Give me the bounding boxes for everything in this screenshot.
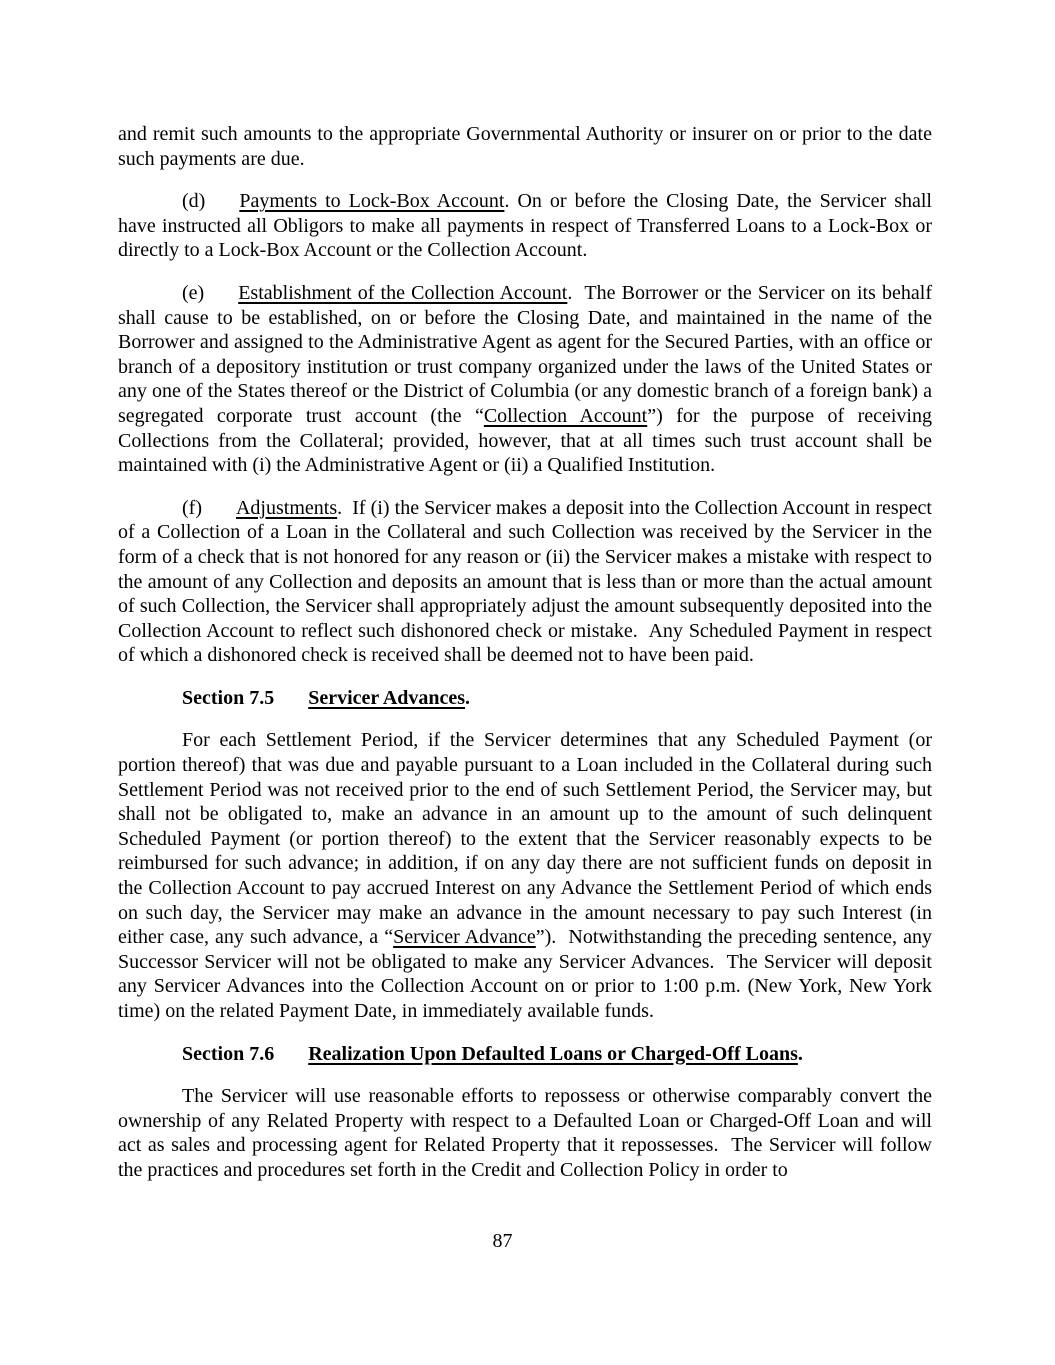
paragraph-section-7-5-body — [118, 728, 932, 1023]
page-footer — [0, 1229, 1005, 1254]
text-run: . — [465, 686, 471, 709]
paragraph-continuation — [118, 122, 932, 171]
paragraph-d-payments-to-lockbox — [118, 189, 932, 263]
heading-section-7-6 — [118, 1042, 932, 1067]
text-run: . The Borrower or the Servicer on its behalf shall cause to be established, on or before the Closing Date, and maintained in the name of the Borrower and assigned to the Administrative Agent as agent for the Secured Parties, with an office or branch of a depository institution or trust company organized under the laws of the United States or any one of the States thereof or the District of Columbia (or any domestic branch of a foreign bank) a segregated corporate trust account (the “ — [118, 281, 932, 427]
heading-section-7-5 — [118, 686, 932, 711]
text-run: For each Settlement Period, if the Servicer determines that any Scheduled Payment (or portion thereof) that was due and payable pursuant to a Loan included in the Collateral during such Settlement Period was not received prior to the end of such Settlement Period, the Servicer may, but shall not be obligated to, make an advance in an amount up to the amount of such delinquent Scheduled Payment (or portion thereof) to the extent that the Servicer reasonably expects to be reimbursed for such advance; in addition, if on any day there are not sufficient funds on deposit in the Collection Account to pay accrued Interest on any Advance the Settlement Period of which ends on such day, the Servicer may make an advance in the amount necessary to pay such Interest (in either case, any such advance, a “ — [118, 729, 932, 949]
text-run: ”) for the purpose of receiving Collections from the Collateral; provided, however, that at all times such trust account shall be maintained with (i) the Administrative Agent or (ii) a Qualified Institution. — [118, 404, 932, 477]
text-run: . If (i) the Servicer makes a deposit into the Collection Account in respect of a Collection of a Loan in the Collateral and such Collection was received by the Servicer in the form of a check that is not honored for any reason or (ii) the Servicer makes a mistake with respect to the amount of any Collection and deposits an amount that is less than or more than the actual amount of such Collection, the Servicer shall appropriately adjust the amount subsequently deposited into the Collection Account to reflect such dishonored check or mistake. Any Scheduled Payment in respect of which a dishonored check is received shall be deemed not to have been paid. — [118, 496, 932, 667]
document-body — [118, 122, 932, 1183]
defined-term: Collection Account — [483, 404, 648, 427]
text-run: and remit such amounts to the appropriate Governmental Authority or insurer on or prior to the date such payments are due. — [118, 123, 932, 170]
text-run: (d) — [182, 190, 206, 213]
defined-term: Servicer Advances — [308, 686, 466, 709]
paragraph-f-adjustments — [118, 496, 932, 668]
defined-term: Establishment of the Collection Account — [238, 281, 568, 304]
defined-term: Realization Upon Defaulted Loans or Charged-Off Loans — [308, 1042, 798, 1065]
defined-term: Servicer Advance — [393, 926, 536, 949]
text-run: Section 7.6 — [182, 1042, 275, 1065]
text-run: . — [797, 1042, 803, 1065]
text-run: (f) — [182, 496, 202, 519]
text-run: . On or before the Closing Date, the Servicer shall have instructed all Obligors to make all payments in respect of Transferred Loans to a Lock-Box or directly to a Lock-Box Account or the Collection Account. — [118, 190, 932, 262]
defined-term: Payments to Lock-Box Account — [239, 190, 505, 213]
text-run: The Servicer will use reasonable efforts to repossess or otherwise comparably convert the ownership of any Related Property with respect to a Defaulted Loan or Charged-Off Loan and will act as sales and processing agent for Related Property that it repossesses. The Servicer will follow the practices and procedures set forth in the Credit and Collection Policy in order to — [118, 1085, 932, 1181]
text-run: ”). Notwithstanding the preceding sentence, any Successor Servicer will not be obligated to make any Servicer Advances. The Servicer will deposit any Servicer Advances into the Collection Account on or prior to 1:00 p.m. (New York, New York time) on the related Payment Date, in immediately available funds. — [118, 926, 932, 1022]
page-number: 87 — [492, 1230, 513, 1252]
text-run: (e) — [182, 281, 205, 304]
paragraph-section-7-6-body — [118, 1084, 932, 1182]
paragraph-e-establishment-collection-account — [118, 281, 932, 478]
text-run: Section 7.5 — [182, 686, 275, 709]
defined-term: Adjustments — [235, 496, 338, 519]
